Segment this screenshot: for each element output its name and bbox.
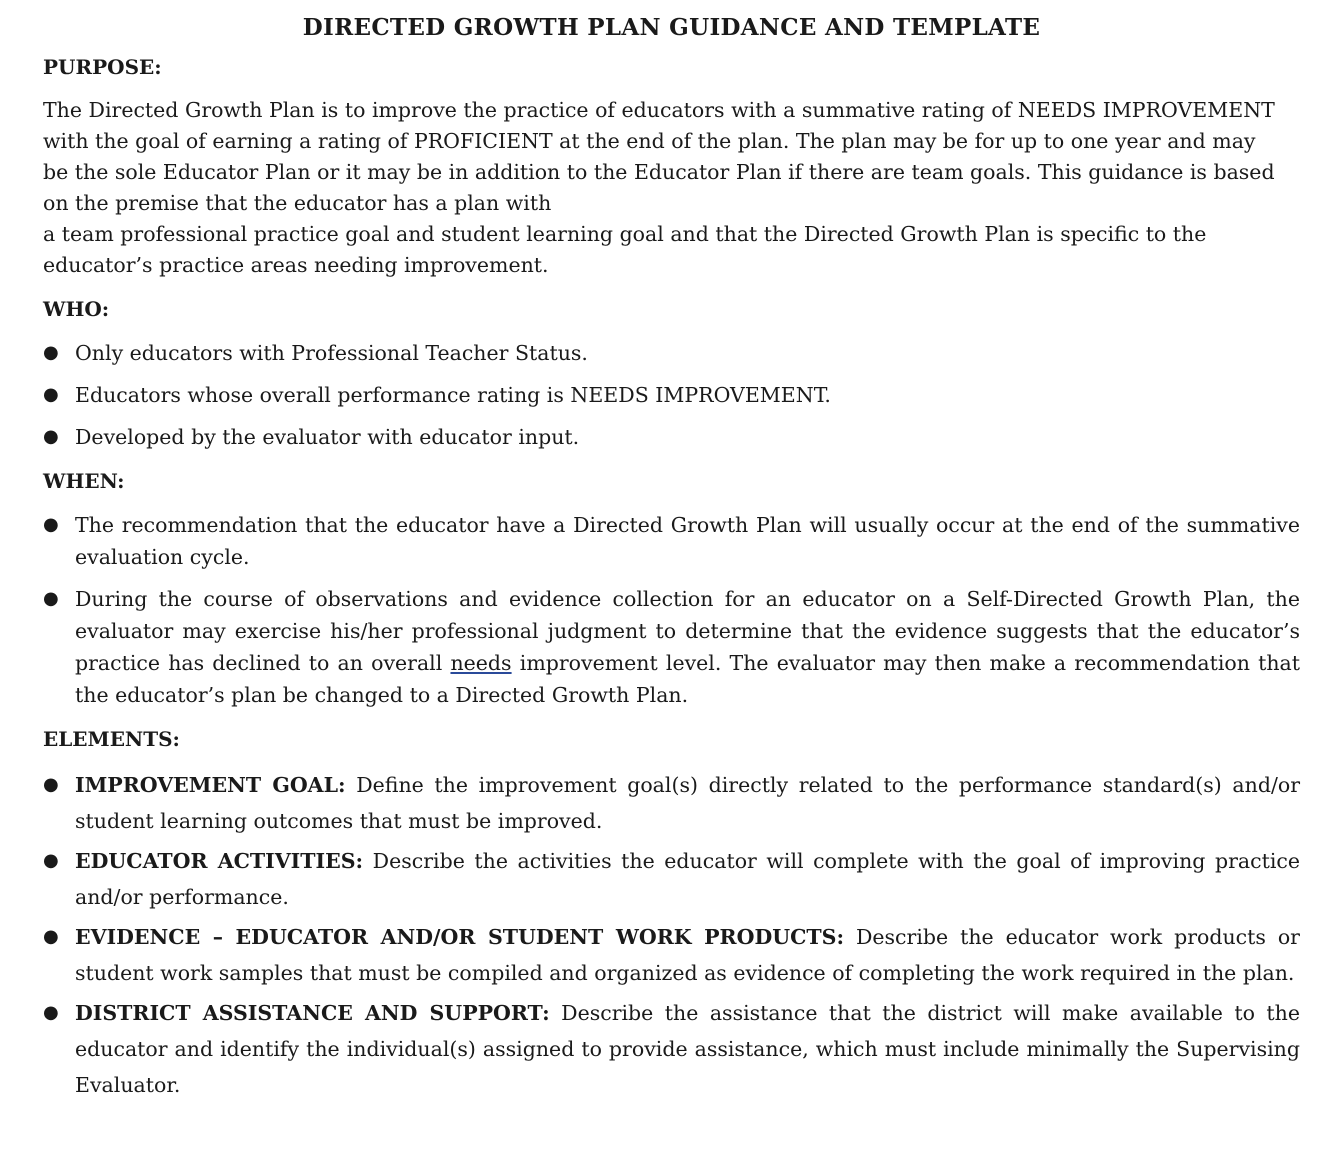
element-text: Describe the assistance that the district will make available to the educator and identify the individual(s) assigned to provide assistance, which must include minimally the Supervising Evaluator.	[75, 1001, 1300, 1097]
element-lead: DISTRICT ASSISTANCE AND SUPPORT:	[75, 1001, 550, 1025]
element-text: Define the improvement goal(s) directly related to the performance standard(s) and/or student learning outcomes that must be improved.	[75, 773, 1300, 833]
bullet-icon: ●	[43, 426, 59, 447]
elements-section	[43, 727, 1300, 1103]
purpose-line: educator’s practice areas needing improvement.	[43, 253, 549, 277]
purpose-line: on the premise that the educator has a plan with	[43, 191, 552, 215]
underlined-word: needs	[450, 651, 512, 675]
list-item	[43, 379, 1300, 411]
list-item	[43, 995, 1300, 1103]
list-item	[43, 421, 1300, 453]
purpose-paragraph	[43, 95, 1300, 281]
when-list	[43, 509, 1300, 711]
elements-list	[43, 767, 1300, 1103]
document-title: DIRECTED GROWTH PLAN GUIDANCE AND TEMPLATE	[302, 14, 1041, 41]
when-item-text: The recommendation that the educator have a Directed Growth Plan will usually occur at the end of the summative evaluation cycle.	[75, 513, 1300, 569]
list-item	[43, 767, 1300, 839]
when-item-text-before: During the course of observations and evidence collection for an educator on a Self-Directed Growth Plan, the evaluator may exercise his/her professional judgment to determine that the evidence suggests that the educator’s practice has declined to an overall	[75, 587, 1300, 675]
purpose-heading: PURPOSE:	[43, 55, 162, 79]
elements-heading: ELEMENTS:	[43, 727, 180, 751]
bullet-icon: ●	[43, 514, 59, 535]
bullet-icon: ●	[43, 926, 59, 947]
bullet-icon: ●	[43, 1002, 59, 1023]
purpose-line: a team professional practice goal and student learning goal and that the Directed Growth Plan is specific to the	[43, 222, 1207, 246]
purpose-line: be the sole Educator Plan or it may be in addition to the Educator Plan if there are team goals. This guidance is based	[43, 160, 1275, 184]
element-lead: EVIDENCE – EDUCATOR AND/OR STUDENT WORK PRODUCTS:	[75, 925, 845, 949]
who-item-text: Developed by the evaluator with educator input.	[75, 425, 580, 449]
bullet-icon: ●	[43, 384, 59, 405]
list-item	[43, 583, 1300, 711]
list-item	[43, 337, 1300, 369]
purpose-line: The Directed Growth Plan is to improve the practice of educators with a summative rating of NEEDS IMPROVEMENT	[43, 98, 1275, 122]
bullet-icon: ●	[43, 850, 59, 871]
when-section	[43, 469, 1300, 711]
who-heading: WHO:	[43, 297, 110, 321]
element-text: Describe the activities the educator will complete with the goal of improving practice and/or performance.	[75, 849, 1300, 909]
who-item-text: Educators whose overall performance rating is NEEDS IMPROVEMENT.	[75, 383, 831, 407]
bullet-icon: ●	[43, 588, 59, 609]
purpose-line: with the goal of earning a rating of PROFICIENT at the end of the plan. The plan may be for up to one year and may	[43, 129, 1256, 153]
when-item-text-after: improvement level. The evaluator may then make a recommendation that the educator’s plan be changed to a Directed Growth Plan.	[75, 651, 1301, 707]
list-item	[43, 919, 1300, 991]
when-heading: WHEN:	[43, 469, 125, 493]
who-section	[43, 297, 1300, 453]
who-list	[43, 337, 1300, 453]
bullet-icon: ●	[43, 774, 59, 795]
list-item	[43, 843, 1300, 915]
element-lead: EDUCATOR ACTIVITIES:	[75, 849, 364, 873]
element-text: Describe the educator work products or student work samples that must be compiled and organized as evidence of completing the work required in the plan.	[75, 925, 1300, 985]
element-lead: IMPROVEMENT GOAL:	[75, 773, 346, 797]
list-item	[43, 509, 1300, 573]
who-item-text: Only educators with Professional Teacher Status.	[75, 341, 588, 365]
bullet-icon: ●	[43, 342, 59, 363]
purpose-section	[43, 55, 1300, 281]
